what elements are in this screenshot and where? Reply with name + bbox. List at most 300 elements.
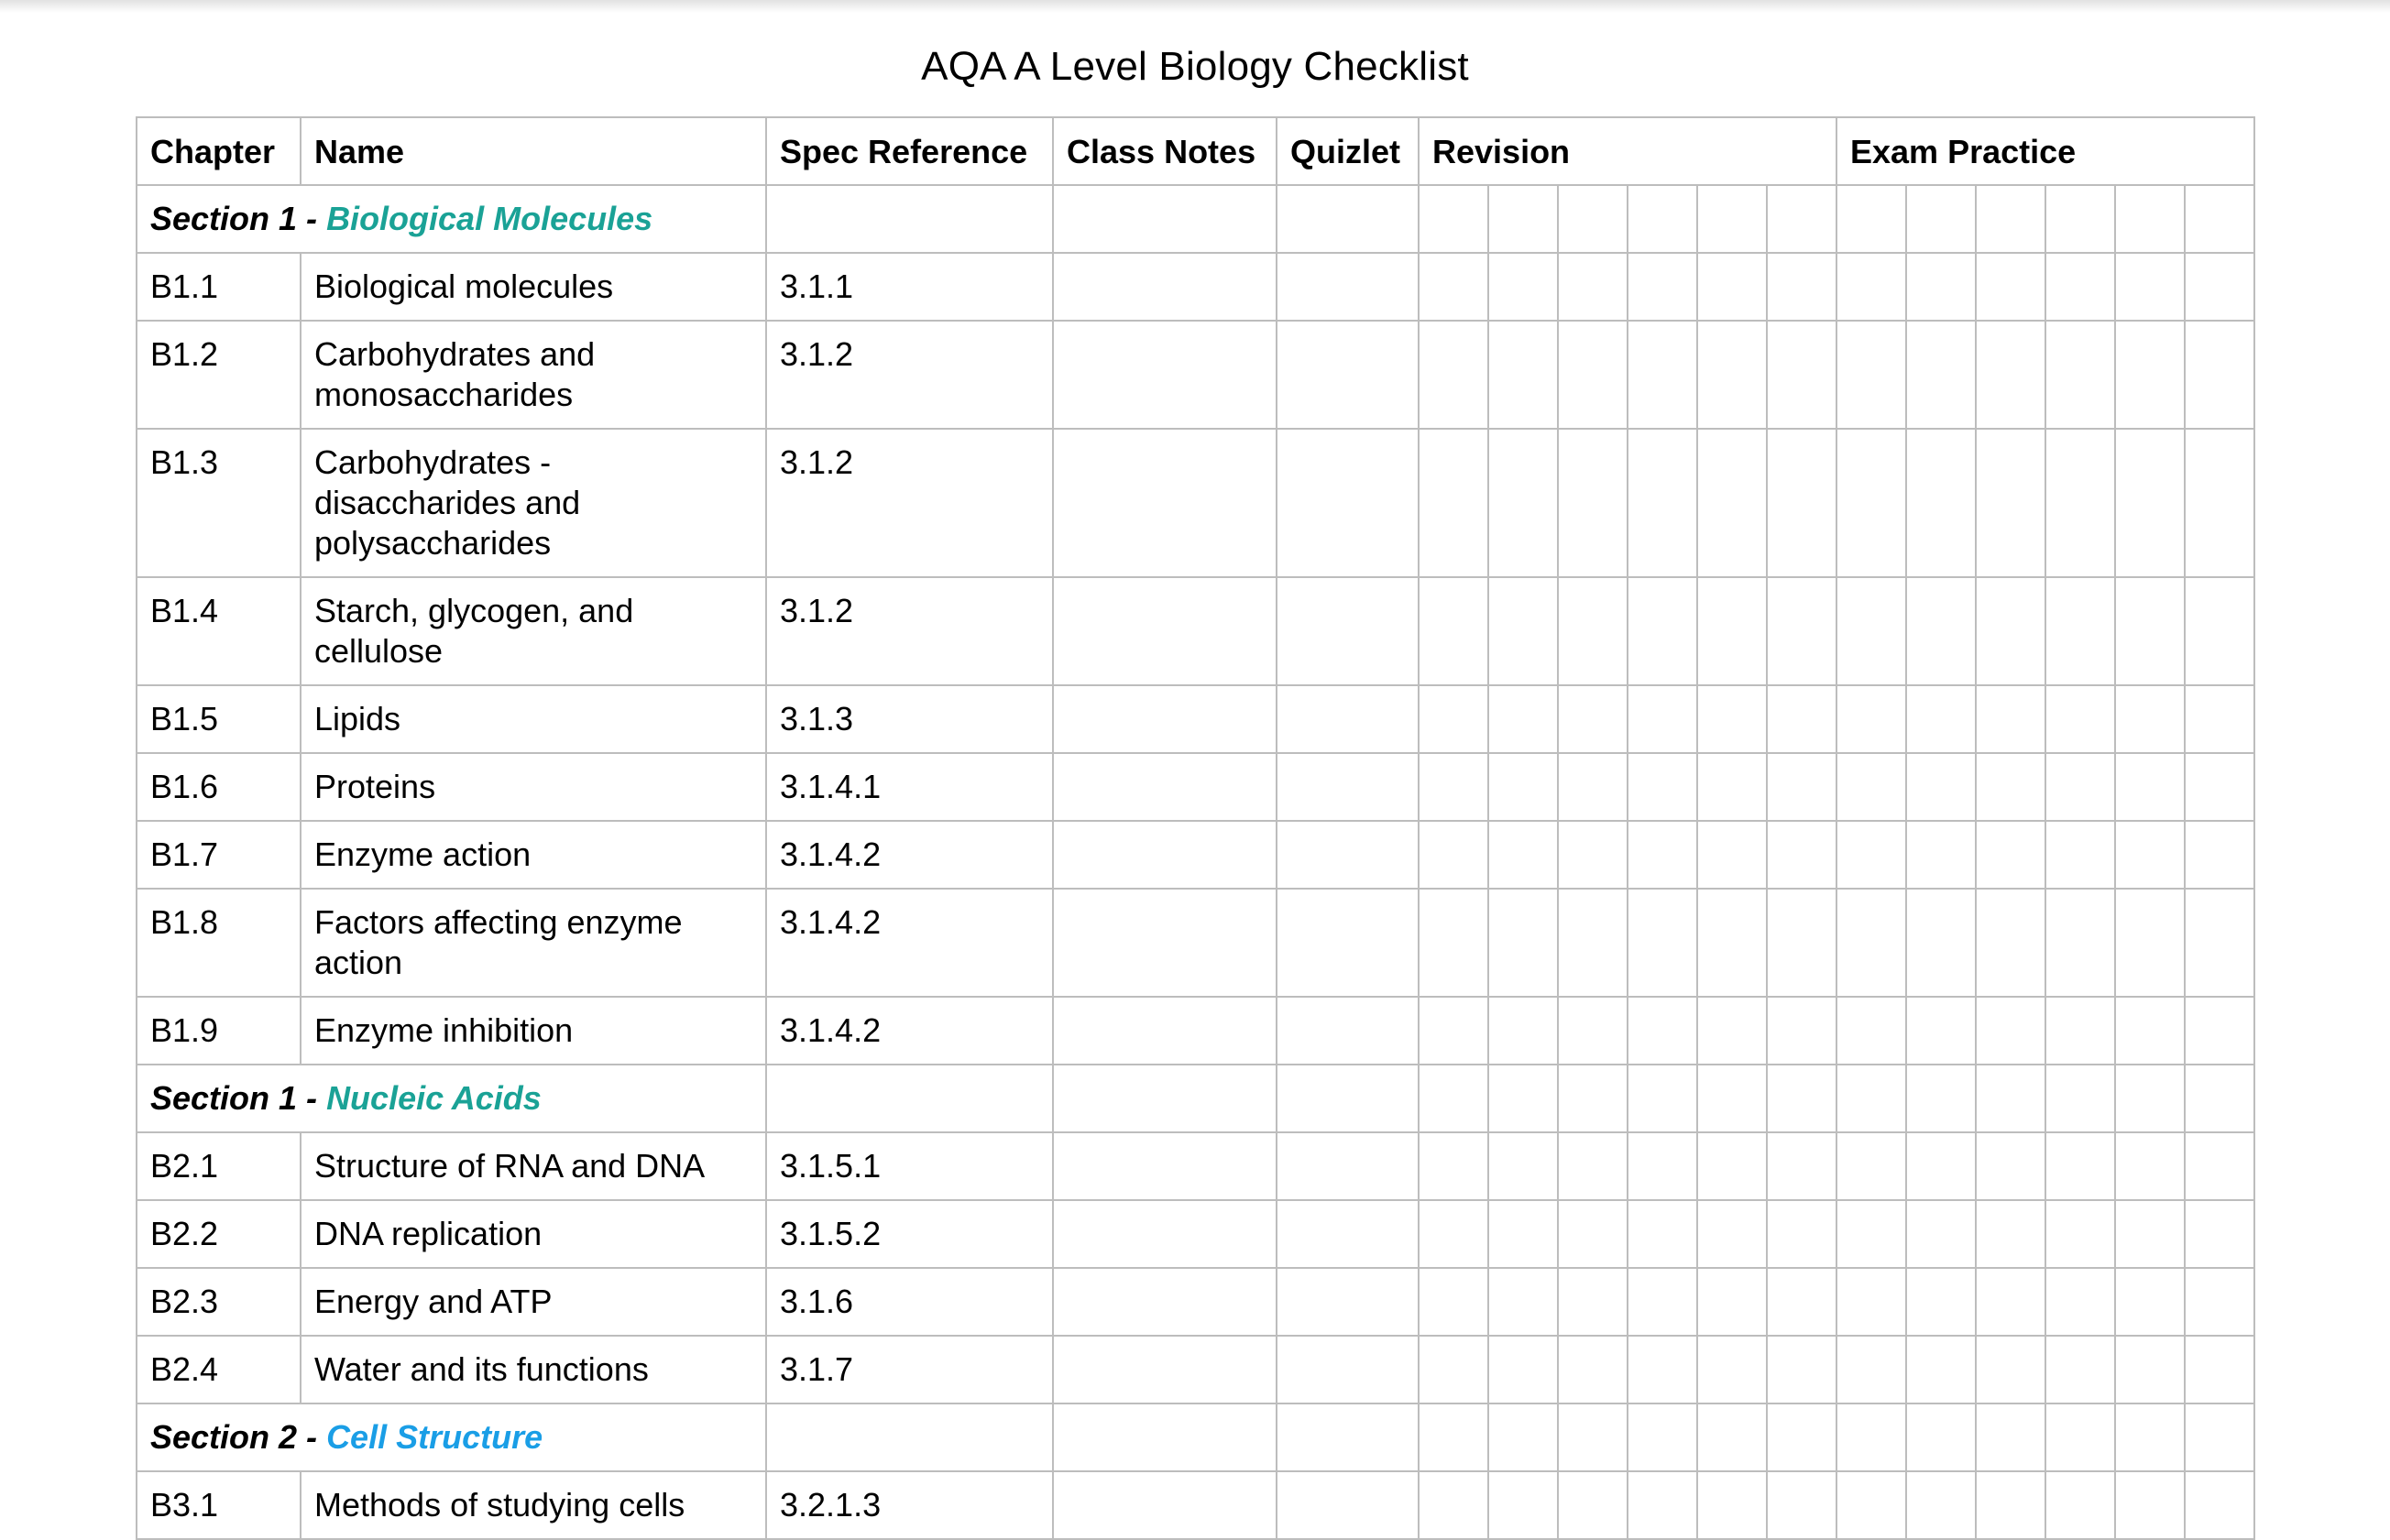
revision-tick-5[interactable]	[1697, 429, 1767, 577]
revision-tick-6[interactable]	[1767, 429, 1836, 577]
exam-practice-tick-2[interactable]	[1906, 1471, 1976, 1539]
class-notes-cell[interactable]	[1053, 577, 1277, 685]
revision-tick-1[interactable]	[1419, 185, 1488, 253]
exam-practice-tick-3[interactable]	[1976, 1268, 2045, 1336]
revision-tick-3[interactable]	[1558, 253, 1628, 321]
revision-tick-4[interactable]	[1628, 1200, 1697, 1268]
quizlet-cell[interactable]	[1277, 253, 1419, 321]
spec-reference-cell-text: 3.1.7	[780, 1350, 854, 1388]
revision-tick-5[interactable]	[1697, 577, 1767, 685]
chapter-cell-text: B1.6	[150, 768, 219, 805]
exam-practice-tick-3[interactable]	[1976, 997, 2045, 1065]
exam-practice-tick-1[interactable]	[1836, 1403, 1906, 1471]
exam-practice-tick-5[interactable]	[2115, 997, 2185, 1065]
revision-tick-6[interactable]	[1767, 321, 1836, 429]
exam-practice-tick-6[interactable]	[2185, 577, 2254, 685]
table-row	[137, 889, 2254, 997]
exam-practice-tick-3[interactable]	[1976, 1132, 2045, 1200]
spec-reference-cell	[766, 1132, 1053, 1200]
revision-tick-4[interactable]	[1628, 1268, 1697, 1336]
revision-tick-5[interactable]	[1697, 1065, 1767, 1132]
exam-practice-tick-3[interactable]	[1976, 577, 2045, 685]
exam-practice-tick-2[interactable]	[1906, 321, 1976, 429]
revision-tick-5[interactable]	[1697, 1471, 1767, 1539]
revision-tick-4[interactable]	[1628, 1336, 1697, 1403]
exam-practice-tick-6[interactable]	[2185, 821, 2254, 889]
exam-practice-tick-6[interactable]	[2185, 889, 2254, 997]
table-row	[137, 1336, 2254, 1403]
class-notes-cell[interactable]	[1053, 1132, 1277, 1200]
exam-practice-tick-6[interactable]	[2185, 1200, 2254, 1268]
quizlet-cell[interactable]	[1277, 889, 1419, 997]
exam-practice-tick-4[interactable]	[2045, 1471, 2115, 1539]
name-cell-text: Water and its functions	[314, 1350, 649, 1388]
exam-practice-tick-2[interactable]	[1906, 997, 1976, 1065]
exam-practice-tick-4[interactable]	[2045, 821, 2115, 889]
exam-practice-tick-5[interactable]	[2115, 321, 2185, 429]
chapter-cell-text: B1.5	[150, 700, 219, 737]
spec-reference-cell	[766, 889, 1053, 997]
revision-tick-4[interactable]	[1628, 1471, 1697, 1539]
spec-reference-cell	[766, 1336, 1053, 1403]
quizlet-cell[interactable]	[1277, 1200, 1419, 1268]
revision-tick-2[interactable]	[1488, 253, 1558, 321]
exam-practice-tick-2[interactable]	[1906, 685, 1976, 753]
class-notes-cell[interactable]	[1053, 253, 1277, 321]
exam-practice-tick-1[interactable]	[1836, 1471, 1906, 1539]
name-cell-text: Proteins	[314, 768, 436, 805]
revision-tick-5[interactable]	[1697, 1268, 1767, 1336]
class-notes-cell[interactable]	[1053, 1403, 1277, 1471]
revision-tick-1[interactable]	[1419, 1200, 1488, 1268]
name-cell-text: Structure of RNA and DNA	[314, 1147, 706, 1185]
spec-reference-cell	[766, 1268, 1053, 1336]
exam-practice-tick-2[interactable]	[1906, 1268, 1976, 1336]
exam-practice-tick-6[interactable]	[2185, 429, 2254, 577]
name-cell	[301, 253, 766, 321]
exam-practice-tick-1[interactable]	[1836, 429, 1906, 577]
exam-practice-tick-1[interactable]	[1836, 685, 1906, 753]
exam-practice-tick-4[interactable]	[2045, 185, 2115, 253]
table-row	[137, 1200, 2254, 1268]
revision-tick-2[interactable]	[1488, 429, 1558, 577]
exam-practice-tick-2[interactable]	[1906, 753, 1976, 821]
quizlet-cell[interactable]	[1277, 997, 1419, 1065]
chapter-cell	[137, 1132, 301, 1200]
spec-reference-cell	[766, 321, 1053, 429]
table-row	[137, 253, 2254, 321]
exam-practice-tick-1[interactable]	[1836, 889, 1906, 997]
exam-practice-tick-2[interactable]	[1906, 821, 1976, 889]
exam-practice-tick-3[interactable]	[1976, 253, 2045, 321]
spec-reference-cell	[766, 1471, 1053, 1539]
revision-tick-1[interactable]	[1419, 889, 1488, 997]
revision-tick-4[interactable]	[1628, 1403, 1697, 1471]
exam-practice-tick-3[interactable]	[1976, 185, 2045, 253]
revision-tick-1[interactable]	[1419, 685, 1488, 753]
revision-tick-6[interactable]	[1767, 1403, 1836, 1471]
quizlet-cell[interactable]	[1277, 1132, 1419, 1200]
revision-tick-3[interactable]	[1558, 1403, 1628, 1471]
chapter-cell	[137, 429, 301, 577]
revision-tick-5[interactable]	[1697, 685, 1767, 753]
spec-reference-cell-text: 3.1.6	[780, 1283, 854, 1320]
revision-tick-2[interactable]	[1488, 1471, 1558, 1539]
spec-reference-cell-text: 3.1.4.2	[780, 836, 882, 873]
name-cell	[301, 753, 766, 821]
section-spec-cell	[766, 1403, 1053, 1471]
revision-tick-3[interactable]	[1558, 1336, 1628, 1403]
revision-tick-2[interactable]	[1488, 1403, 1558, 1471]
exam-practice-tick-1[interactable]	[1836, 997, 1906, 1065]
exam-practice-tick-1[interactable]	[1836, 1065, 1906, 1132]
revision-tick-6[interactable]	[1767, 753, 1836, 821]
revision-tick-5[interactable]	[1697, 889, 1767, 997]
revision-tick-6[interactable]	[1767, 1268, 1836, 1336]
exam-practice-tick-3[interactable]	[1976, 889, 2045, 997]
revision-tick-4[interactable]	[1628, 753, 1697, 821]
exam-practice-tick-5[interactable]	[2115, 1200, 2185, 1268]
quizlet-cell[interactable]	[1277, 685, 1419, 753]
exam-practice-tick-5[interactable]	[2115, 253, 2185, 321]
revision-tick-2[interactable]	[1488, 185, 1558, 253]
exam-practice-tick-4[interactable]	[2045, 1132, 2115, 1200]
exam-practice-tick-1[interactable]	[1836, 1132, 1906, 1200]
revision-tick-1[interactable]	[1419, 321, 1488, 429]
revision-tick-4[interactable]	[1628, 253, 1697, 321]
spec-reference-cell-text: 3.1.5.2	[780, 1215, 882, 1252]
document-title: AQA A Level Biology Checklist	[921, 44, 1469, 89]
section-row	[137, 1403, 2254, 1471]
chapter-cell	[137, 1268, 301, 1336]
class-notes-cell[interactable]	[1053, 1200, 1277, 1268]
exam-practice-tick-3[interactable]	[1976, 1336, 2045, 1403]
revision-tick-3[interactable]	[1558, 685, 1628, 753]
exam-practice-tick-2[interactable]	[1906, 1200, 1976, 1268]
exam-practice-tick-3[interactable]	[1976, 1200, 2045, 1268]
quizlet-cell[interactable]	[1277, 1471, 1419, 1539]
exam-practice-tick-4[interactable]	[2045, 997, 2115, 1065]
exam-practice-tick-4[interactable]	[2045, 321, 2115, 429]
exam-practice-tick-5[interactable]	[2115, 1403, 2185, 1471]
table-body	[137, 117, 2254, 1539]
exam-practice-tick-4[interactable]	[2045, 1268, 2115, 1336]
exam-practice-tick-3[interactable]	[1976, 753, 2045, 821]
exam-practice-tick-6[interactable]	[2185, 185, 2254, 253]
revision-tick-1[interactable]	[1419, 253, 1488, 321]
quizlet-cell[interactable]	[1277, 185, 1419, 253]
spec-reference-cell	[766, 753, 1053, 821]
exam-practice-tick-5[interactable]	[2115, 821, 2185, 889]
revision-tick-3[interactable]	[1558, 1200, 1628, 1268]
revision-tick-6[interactable]	[1767, 821, 1836, 889]
revision-tick-1[interactable]	[1419, 753, 1488, 821]
quizlet-cell[interactable]	[1277, 429, 1419, 577]
exam-practice-tick-2[interactable]	[1906, 185, 1976, 253]
exam-practice-tick-5[interactable]	[2115, 1268, 2185, 1336]
revision-tick-4[interactable]	[1628, 821, 1697, 889]
revision-tick-4[interactable]	[1628, 1132, 1697, 1200]
exam-practice-tick-6[interactable]	[2185, 1268, 2254, 1336]
exam-practice-tick-2[interactable]	[1906, 1336, 1976, 1403]
header-name: Name	[301, 117, 766, 185]
exam-practice-tick-4[interactable]	[2045, 1200, 2115, 1268]
exam-practice-tick-5[interactable]	[2115, 1132, 2185, 1200]
revision-tick-5[interactable]	[1697, 1336, 1767, 1403]
revision-tick-6[interactable]	[1767, 1065, 1836, 1132]
section-name: Cell Structure	[326, 1418, 543, 1456]
revision-tick-2[interactable]	[1488, 1336, 1558, 1403]
revision-tick-3[interactable]	[1558, 1471, 1628, 1539]
spec-reference-cell	[766, 1200, 1053, 1268]
quizlet-cell[interactable]	[1277, 1403, 1419, 1471]
exam-practice-tick-5[interactable]	[2115, 1471, 2185, 1539]
spec-reference-cell-text: 3.1.2	[780, 592, 854, 629]
table-row	[137, 1132, 2254, 1200]
revision-tick-4[interactable]	[1628, 685, 1697, 753]
revision-tick-5[interactable]	[1697, 185, 1767, 253]
exam-practice-tick-4[interactable]	[2045, 577, 2115, 685]
section-heading	[137, 1403, 766, 1471]
revision-tick-6[interactable]	[1767, 253, 1836, 321]
exam-practice-tick-6[interactable]	[2185, 1336, 2254, 1403]
revision-tick-2[interactable]	[1488, 321, 1558, 429]
exam-practice-tick-1[interactable]	[1836, 321, 1906, 429]
revision-tick-3[interactable]	[1558, 1268, 1628, 1336]
revision-tick-6[interactable]	[1767, 997, 1836, 1065]
exam-practice-tick-5[interactable]	[2115, 889, 2185, 997]
exam-practice-tick-6[interactable]	[2185, 1471, 2254, 1539]
exam-practice-tick-2[interactable]	[1906, 253, 1976, 321]
revision-tick-6[interactable]	[1767, 185, 1836, 253]
exam-practice-tick-5[interactable]	[2115, 753, 2185, 821]
exam-practice-tick-6[interactable]	[2185, 253, 2254, 321]
class-notes-cell[interactable]	[1053, 1065, 1277, 1132]
exam-practice-tick-5[interactable]	[2115, 577, 2185, 685]
revision-tick-1[interactable]	[1419, 1403, 1488, 1471]
revision-tick-2[interactable]	[1488, 889, 1558, 997]
revision-tick-1[interactable]	[1419, 577, 1488, 685]
revision-tick-5[interactable]	[1697, 821, 1767, 889]
revision-tick-3[interactable]	[1558, 753, 1628, 821]
header-chapter: Chapter	[137, 117, 301, 185]
exam-practice-tick-4[interactable]	[2045, 1403, 2115, 1471]
revision-tick-2[interactable]	[1488, 821, 1558, 889]
revision-tick-3[interactable]	[1558, 321, 1628, 429]
chapter-cell-text: B1.1	[150, 268, 219, 305]
revision-tick-6[interactable]	[1767, 577, 1836, 685]
revision-tick-1[interactable]	[1419, 997, 1488, 1065]
exam-practice-tick-3[interactable]	[1976, 1403, 2045, 1471]
revision-tick-2[interactable]	[1488, 997, 1558, 1065]
revision-tick-2[interactable]	[1488, 1268, 1558, 1336]
exam-practice-tick-3[interactable]	[1976, 685, 2045, 753]
revision-tick-5[interactable]	[1697, 997, 1767, 1065]
class-notes-cell[interactable]	[1053, 1268, 1277, 1336]
table-row	[137, 577, 2254, 685]
class-notes-cell[interactable]	[1053, 429, 1277, 577]
revision-tick-3[interactable]	[1558, 185, 1628, 253]
exam-practice-tick-1[interactable]	[1836, 253, 1906, 321]
revision-tick-5[interactable]	[1697, 1403, 1767, 1471]
class-notes-cell[interactable]	[1053, 321, 1277, 429]
revision-tick-5[interactable]	[1697, 1132, 1767, 1200]
section-label: Section 1 -	[150, 1079, 318, 1117]
revision-tick-1[interactable]	[1419, 1268, 1488, 1336]
revision-tick-3[interactable]	[1558, 1065, 1628, 1132]
exam-practice-tick-2[interactable]	[1906, 1403, 1976, 1471]
exam-practice-tick-1[interactable]	[1836, 577, 1906, 685]
exam-practice-tick-4[interactable]	[2045, 1065, 2115, 1132]
exam-practice-tick-6[interactable]	[2185, 1132, 2254, 1200]
exam-practice-tick-3[interactable]	[1976, 321, 2045, 429]
section-row	[137, 1065, 2254, 1132]
header-class-notes: Class Notes	[1053, 117, 1277, 185]
exam-practice-tick-3[interactable]	[1976, 429, 2045, 577]
revision-tick-2[interactable]	[1488, 1132, 1558, 1200]
revision-tick-1[interactable]	[1419, 1132, 1488, 1200]
table-row	[137, 1268, 2254, 1336]
revision-tick-1[interactable]	[1419, 429, 1488, 577]
name-cell-text: Enzyme action	[314, 836, 532, 873]
revision-tick-4[interactable]	[1628, 577, 1697, 685]
revision-tick-2[interactable]	[1488, 1200, 1558, 1268]
exam-practice-tick-6[interactable]	[2185, 997, 2254, 1065]
exam-practice-tick-1[interactable]	[1836, 821, 1906, 889]
revision-tick-4[interactable]	[1628, 1065, 1697, 1132]
chapter-cell	[137, 1200, 301, 1268]
window-top-shadow	[0, 0, 2390, 13]
exam-practice-tick-2[interactable]	[1906, 429, 1976, 577]
quizlet-cell[interactable]	[1277, 821, 1419, 889]
revision-tick-3[interactable]	[1558, 997, 1628, 1065]
exam-practice-tick-6[interactable]	[2185, 321, 2254, 429]
revision-tick-1[interactable]	[1419, 1336, 1488, 1403]
quizlet-cell[interactable]	[1277, 1336, 1419, 1403]
quizlet-cell[interactable]	[1277, 1065, 1419, 1132]
table-row	[137, 753, 2254, 821]
quizlet-cell[interactable]	[1277, 1268, 1419, 1336]
exam-practice-tick-1[interactable]	[1836, 1200, 1906, 1268]
revision-tick-3[interactable]	[1558, 821, 1628, 889]
revision-tick-1[interactable]	[1419, 1065, 1488, 1132]
exam-practice-tick-4[interactable]	[2045, 253, 2115, 321]
spec-reference-cell-text: 3.1.4.1	[780, 768, 882, 805]
header-row	[137, 117, 2254, 185]
revision-tick-1[interactable]	[1419, 821, 1488, 889]
exam-practice-tick-3[interactable]	[1976, 821, 2045, 889]
class-notes-cell[interactable]	[1053, 685, 1277, 753]
chapter-cell-text: B1.7	[150, 836, 219, 873]
revision-tick-6[interactable]	[1767, 685, 1836, 753]
class-notes-cell[interactable]	[1053, 1336, 1277, 1403]
exam-practice-tick-1[interactable]	[1836, 753, 1906, 821]
spec-reference-cell-text: 3.1.4.2	[780, 903, 882, 941]
revision-tick-6[interactable]	[1767, 1132, 1836, 1200]
revision-tick-4[interactable]	[1628, 997, 1697, 1065]
exam-practice-tick-4[interactable]	[2045, 685, 2115, 753]
revision-tick-2[interactable]	[1488, 1065, 1558, 1132]
revision-tick-5[interactable]	[1697, 253, 1767, 321]
class-notes-cell[interactable]	[1053, 997, 1277, 1065]
quizlet-cell[interactable]	[1277, 321, 1419, 429]
revision-tick-3[interactable]	[1558, 577, 1628, 685]
revision-tick-4[interactable]	[1628, 321, 1697, 429]
revision-tick-4[interactable]	[1628, 185, 1697, 253]
exam-practice-tick-1[interactable]	[1836, 185, 1906, 253]
exam-practice-tick-4[interactable]	[2045, 753, 2115, 821]
revision-tick-5[interactable]	[1697, 753, 1767, 821]
header-spec-reference: Spec Reference	[766, 117, 1053, 185]
name-cell	[301, 321, 766, 429]
class-notes-cell[interactable]	[1053, 185, 1277, 253]
exam-practice-tick-5[interactable]	[2115, 429, 2185, 577]
chapter-cell	[137, 1471, 301, 1539]
section-name: Biological Molecules	[326, 200, 653, 237]
exam-practice-tick-5[interactable]	[2115, 185, 2185, 253]
exam-practice-tick-2[interactable]	[1906, 1132, 1976, 1200]
revision-tick-6[interactable]	[1767, 1471, 1836, 1539]
spec-reference-cell-text: 3.1.1	[780, 268, 854, 305]
exam-practice-tick-2[interactable]	[1906, 577, 1976, 685]
section-label: Section 2 -	[150, 1418, 318, 1456]
revision-tick-3[interactable]	[1558, 1132, 1628, 1200]
class-notes-cell[interactable]	[1053, 1471, 1277, 1539]
exam-practice-tick-5[interactable]	[2115, 685, 2185, 753]
chapter-cell-text: B3.1	[150, 1486, 219, 1524]
chapter-cell	[137, 253, 301, 321]
exam-practice-tick-3[interactable]	[1976, 1471, 2045, 1539]
revision-tick-5[interactable]	[1697, 321, 1767, 429]
exam-practice-tick-1[interactable]	[1836, 1268, 1906, 1336]
revision-tick-5[interactable]	[1697, 1200, 1767, 1268]
exam-practice-tick-6[interactable]	[2185, 1065, 2254, 1132]
exam-practice-tick-6[interactable]	[2185, 1403, 2254, 1471]
quizlet-cell[interactable]	[1277, 577, 1419, 685]
section-heading	[137, 1065, 766, 1132]
revision-tick-6[interactable]	[1767, 1336, 1836, 1403]
exam-practice-tick-2[interactable]	[1906, 889, 1976, 997]
exam-practice-tick-6[interactable]	[2185, 685, 2254, 753]
exam-practice-tick-5[interactable]	[2115, 1065, 2185, 1132]
revision-tick-6[interactable]	[1767, 889, 1836, 997]
revision-tick-4[interactable]	[1628, 889, 1697, 997]
revision-tick-6[interactable]	[1767, 1200, 1836, 1268]
exam-practice-tick-4[interactable]	[2045, 889, 2115, 997]
revision-tick-4[interactable]	[1628, 429, 1697, 577]
exam-practice-tick-2[interactable]	[1906, 1065, 1976, 1132]
revision-tick-2[interactable]	[1488, 685, 1558, 753]
exam-practice-tick-6[interactable]	[2185, 753, 2254, 821]
revision-tick-3[interactable]	[1558, 429, 1628, 577]
revision-tick-2[interactable]	[1488, 577, 1558, 685]
exam-practice-tick-4[interactable]	[2045, 429, 2115, 577]
exam-practice-tick-3[interactable]	[1976, 1065, 2045, 1132]
header-quizlet: Quizlet	[1277, 117, 1419, 185]
exam-practice-tick-4[interactable]	[2045, 1336, 2115, 1403]
class-notes-cell[interactable]	[1053, 889, 1277, 997]
exam-practice-tick-5[interactable]	[2115, 1336, 2185, 1403]
class-notes-cell[interactable]	[1053, 753, 1277, 821]
spec-reference-cell-text: 3.1.2	[780, 335, 854, 373]
quizlet-cell[interactable]	[1277, 753, 1419, 821]
revision-tick-1[interactable]	[1419, 1471, 1488, 1539]
exam-practice-tick-1[interactable]	[1836, 1336, 1906, 1403]
class-notes-cell[interactable]	[1053, 821, 1277, 889]
revision-tick-2[interactable]	[1488, 753, 1558, 821]
revision-tick-3[interactable]	[1558, 889, 1628, 997]
spec-reference-cell-text: 3.1.5.1	[780, 1147, 882, 1185]
